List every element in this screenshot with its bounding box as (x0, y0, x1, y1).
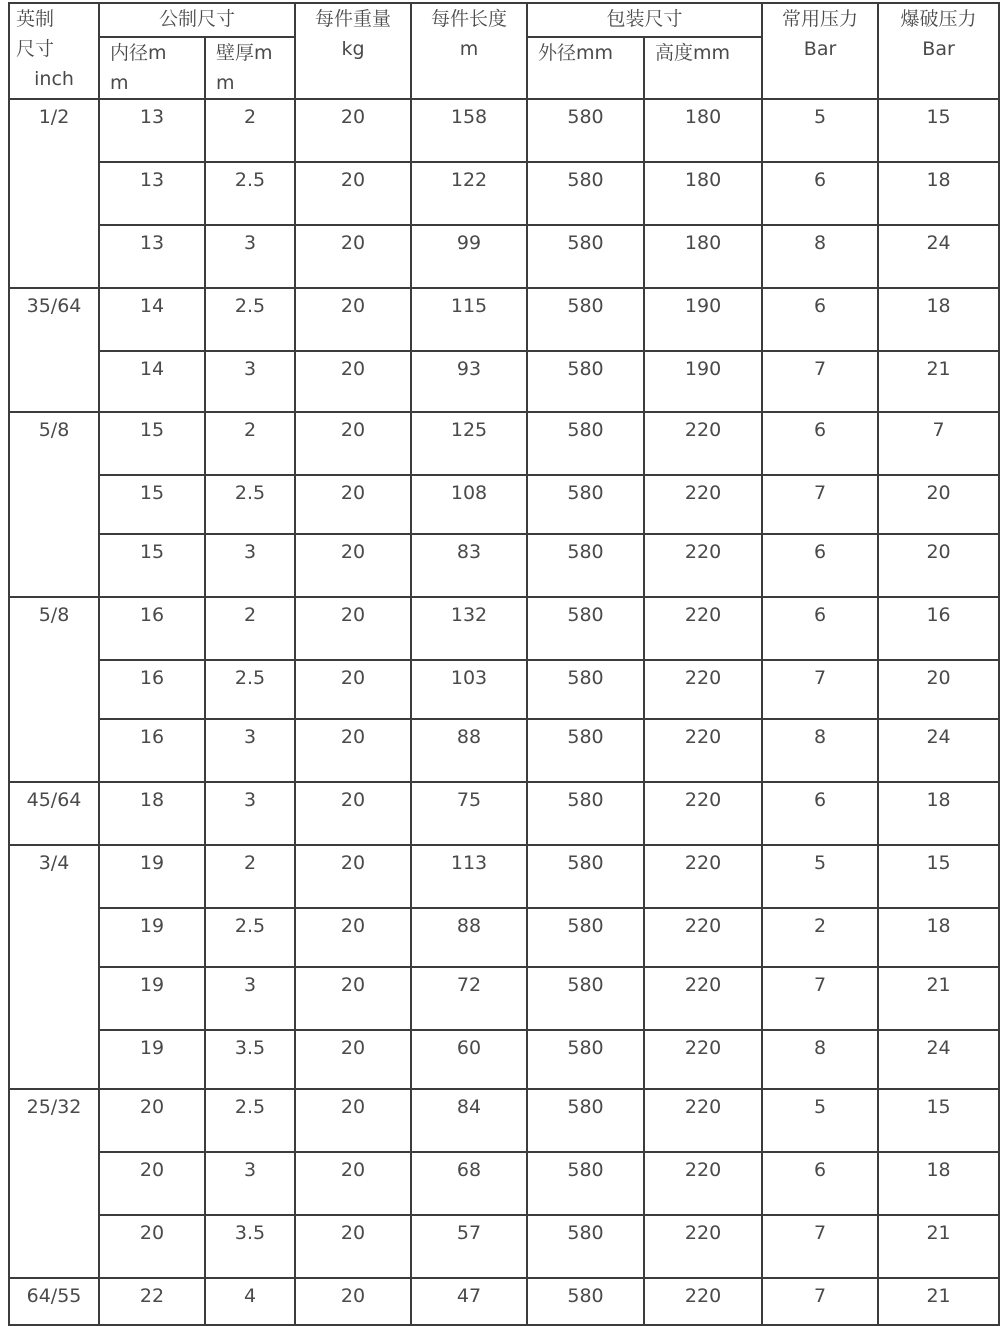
weight-cell: 20 (295, 225, 411, 288)
burst-pressure-cell: 18 (878, 1152, 999, 1215)
wall-thickness-cell: 3 (205, 351, 295, 412)
height-cell: 220 (644, 1278, 762, 1325)
hose-spec-table (8, 2, 1000, 1326)
weight-cell: 20 (295, 351, 411, 412)
header-inner-diameter: 内径m m (99, 37, 205, 99)
header-metric-size: 公制尺寸 (99, 3, 295, 37)
wall-thickness-cell: 3 (205, 534, 295, 597)
height-cell: 220 (644, 412, 762, 475)
height-cell: 220 (644, 534, 762, 597)
height-cell: 190 (644, 288, 762, 351)
outer-diameter-cell: 580 (527, 225, 644, 288)
table-row (9, 908, 999, 967)
wall-thickness-cell: 2 (205, 597, 295, 660)
length-cell: 83 (411, 534, 527, 597)
length-cell: 88 (411, 719, 527, 782)
inner-diameter-cell: 16 (99, 719, 205, 782)
burst-pressure-cell: 20 (878, 475, 999, 534)
outer-diameter-cell: 580 (527, 597, 644, 660)
outer-diameter-cell: 580 (527, 845, 644, 908)
height-cell: 220 (644, 475, 762, 534)
wall-thickness-cell: 3 (205, 1152, 295, 1215)
table-row (9, 597, 999, 660)
weight-cell: 20 (295, 1278, 411, 1325)
working-pressure-cell: 5 (762, 99, 878, 162)
inner-diameter-cell: 13 (99, 99, 205, 162)
wall-thickness-cell: 2 (205, 99, 295, 162)
inner-diameter-cell: 19 (99, 967, 205, 1030)
length-cell: 108 (411, 475, 527, 534)
inner-diameter-cell: 13 (99, 162, 205, 225)
header-length: 每件长度 m (411, 3, 527, 99)
outer-diameter-cell: 580 (527, 1278, 644, 1325)
wall-thickness-cell: 3 (205, 967, 295, 1030)
burst-pressure-cell: 15 (878, 99, 999, 162)
inner-diameter-cell: 15 (99, 475, 205, 534)
weight-cell: 20 (295, 782, 411, 845)
table-row (9, 162, 999, 225)
length-cell: 84 (411, 1089, 527, 1152)
weight-cell: 20 (295, 1152, 411, 1215)
wall-thickness-cell: 2.5 (205, 660, 295, 719)
inner-diameter-cell: 16 (99, 660, 205, 719)
weight-cell: 20 (295, 162, 411, 225)
height-cell: 220 (644, 597, 762, 660)
inner-diameter-cell: 20 (99, 1215, 205, 1278)
outer-diameter-cell: 580 (527, 719, 644, 782)
table-row (9, 782, 999, 845)
inch-size-cell: 1/2 (9, 99, 99, 288)
height-cell: 180 (644, 225, 762, 288)
height-cell: 180 (644, 162, 762, 225)
header-burst-pressure: 爆破压力 Bar (878, 3, 999, 99)
weight-cell: 20 (295, 719, 411, 782)
outer-diameter-cell: 580 (527, 908, 644, 967)
inner-diameter-cell: 14 (99, 288, 205, 351)
burst-pressure-cell: 24 (878, 1030, 999, 1089)
working-pressure-cell: 7 (762, 660, 878, 719)
weight-cell: 20 (295, 1215, 411, 1278)
length-cell: 122 (411, 162, 527, 225)
inch-size-cell: 25/32 (9, 1089, 99, 1278)
wall-thickness-cell: 2.5 (205, 475, 295, 534)
wall-thickness-cell: 3.5 (205, 1215, 295, 1278)
table-row (9, 967, 999, 1030)
wall-thickness-cell: 2.5 (205, 162, 295, 225)
inner-diameter-cell: 19 (99, 1030, 205, 1089)
weight-cell: 20 (295, 288, 411, 351)
inch-size-cell: 5/8 (9, 597, 99, 782)
burst-pressure-cell: 16 (878, 597, 999, 660)
working-pressure-cell: 6 (762, 782, 878, 845)
wall-thickness-cell: 3 (205, 225, 295, 288)
outer-diameter-cell: 580 (527, 1152, 644, 1215)
outer-diameter-cell: 580 (527, 967, 644, 1030)
length-cell: 57 (411, 1215, 527, 1278)
inch-size-cell: 5/8 (9, 412, 99, 597)
inch-size-cell: 3/4 (9, 845, 99, 1089)
working-pressure-cell: 5 (762, 845, 878, 908)
working-pressure-cell: 6 (762, 162, 878, 225)
outer-diameter-cell: 580 (527, 1089, 644, 1152)
length-cell: 125 (411, 412, 527, 475)
outer-diameter-cell: 580 (527, 288, 644, 351)
inner-diameter-cell: 14 (99, 351, 205, 412)
burst-pressure-cell: 21 (878, 1215, 999, 1278)
weight-cell: 20 (295, 597, 411, 660)
weight-cell: 20 (295, 845, 411, 908)
table-row (9, 412, 999, 475)
length-cell: 158 (411, 99, 527, 162)
burst-pressure-cell: 21 (878, 1278, 999, 1325)
table-row (9, 288, 999, 351)
inner-diameter-cell: 20 (99, 1089, 205, 1152)
wall-thickness-cell: 3 (205, 782, 295, 845)
working-pressure-cell: 6 (762, 534, 878, 597)
working-pressure-cell: 7 (762, 1278, 878, 1325)
inner-diameter-cell: 13 (99, 225, 205, 288)
burst-pressure-cell: 21 (878, 967, 999, 1030)
working-pressure-cell: 6 (762, 1152, 878, 1215)
burst-pressure-cell: 18 (878, 782, 999, 845)
burst-pressure-cell: 18 (878, 162, 999, 225)
outer-diameter-cell: 580 (527, 660, 644, 719)
table-row (9, 660, 999, 719)
inner-diameter-cell: 22 (99, 1278, 205, 1325)
table-row (9, 1089, 999, 1152)
header-inch-size: 英制 尺寸 inch (9, 3, 99, 99)
outer-diameter-cell: 580 (527, 534, 644, 597)
inch-size-cell: 35/64 (9, 288, 99, 412)
table-row (9, 534, 999, 597)
height-cell: 220 (644, 719, 762, 782)
burst-pressure-cell: 15 (878, 1089, 999, 1152)
table-row (9, 351, 999, 412)
weight-cell: 20 (295, 534, 411, 597)
height-cell: 220 (644, 1030, 762, 1089)
length-cell: 68 (411, 1152, 527, 1215)
burst-pressure-cell: 15 (878, 845, 999, 908)
length-cell: 75 (411, 782, 527, 845)
wall-thickness-cell: 2 (205, 845, 295, 908)
length-cell: 103 (411, 660, 527, 719)
height-cell: 220 (644, 845, 762, 908)
working-pressure-cell: 5 (762, 1089, 878, 1152)
table-row (9, 845, 999, 908)
table-row (9, 1152, 999, 1215)
weight-cell: 20 (295, 908, 411, 967)
burst-pressure-cell: 18 (878, 908, 999, 967)
burst-pressure-cell: 20 (878, 660, 999, 719)
weight-cell: 20 (295, 99, 411, 162)
burst-pressure-cell: 20 (878, 534, 999, 597)
length-cell: 47 (411, 1278, 527, 1325)
inner-diameter-cell: 15 (99, 534, 205, 597)
inner-diameter-cell: 19 (99, 908, 205, 967)
table-row (9, 1278, 999, 1325)
height-cell: 190 (644, 351, 762, 412)
weight-cell: 20 (295, 967, 411, 1030)
burst-pressure-cell: 24 (878, 719, 999, 782)
working-pressure-cell: 2 (762, 908, 878, 967)
outer-diameter-cell: 580 (527, 782, 644, 845)
weight-cell: 20 (295, 660, 411, 719)
working-pressure-cell: 8 (762, 719, 878, 782)
height-cell: 220 (644, 782, 762, 845)
outer-diameter-cell: 580 (527, 1215, 644, 1278)
inner-diameter-cell: 19 (99, 845, 205, 908)
wall-thickness-cell: 2.5 (205, 1089, 295, 1152)
working-pressure-cell: 7 (762, 351, 878, 412)
working-pressure-cell: 7 (762, 475, 878, 534)
weight-cell: 20 (295, 1089, 411, 1152)
table-row (9, 99, 999, 162)
weight-cell: 20 (295, 412, 411, 475)
wall-thickness-cell: 4 (205, 1278, 295, 1325)
length-cell: 88 (411, 908, 527, 967)
header-weight: 每件重量 kg (295, 3, 411, 99)
table-row (9, 225, 999, 288)
inner-diameter-cell: 20 (99, 1152, 205, 1215)
working-pressure-cell: 7 (762, 1215, 878, 1278)
inch-size-cell: 45/64 (9, 782, 99, 845)
length-cell: 113 (411, 845, 527, 908)
working-pressure-cell: 8 (762, 1030, 878, 1089)
burst-pressure-cell: 7 (878, 412, 999, 475)
weight-cell: 20 (295, 475, 411, 534)
length-cell: 60 (411, 1030, 527, 1089)
table-row (9, 1215, 999, 1278)
working-pressure-cell: 6 (762, 597, 878, 660)
length-cell: 72 (411, 967, 527, 1030)
height-cell: 220 (644, 908, 762, 967)
wall-thickness-cell: 3 (205, 719, 295, 782)
header-working-pressure: 常用压力 Bar (762, 3, 878, 99)
height-cell: 220 (644, 660, 762, 719)
working-pressure-cell: 6 (762, 412, 878, 475)
working-pressure-cell: 7 (762, 967, 878, 1030)
wall-thickness-cell: 3.5 (205, 1030, 295, 1089)
burst-pressure-cell: 24 (878, 225, 999, 288)
inch-size-cell: 64/55 (9, 1278, 99, 1325)
height-cell: 220 (644, 1152, 762, 1215)
length-cell: 115 (411, 288, 527, 351)
table-row (9, 1030, 999, 1089)
inner-diameter-cell: 18 (99, 782, 205, 845)
wall-thickness-cell: 2.5 (205, 908, 295, 967)
outer-diameter-cell: 580 (527, 351, 644, 412)
burst-pressure-cell: 18 (878, 288, 999, 351)
working-pressure-cell: 6 (762, 288, 878, 351)
header-wall-thickness: 壁厚m m (205, 37, 295, 99)
outer-diameter-cell: 580 (527, 162, 644, 225)
outer-diameter-cell: 580 (527, 475, 644, 534)
header-package-size: 包装尺寸 (527, 3, 762, 37)
burst-pressure-cell: 21 (878, 351, 999, 412)
height-cell: 220 (644, 1089, 762, 1152)
length-cell: 93 (411, 351, 527, 412)
header-outer-diameter: 外径mm (527, 37, 644, 99)
height-cell: 220 (644, 1215, 762, 1278)
length-cell: 99 (411, 225, 527, 288)
outer-diameter-cell: 580 (527, 99, 644, 162)
outer-diameter-cell: 580 (527, 412, 644, 475)
outer-diameter-cell: 580 (527, 1030, 644, 1089)
table-row (9, 475, 999, 534)
length-cell: 132 (411, 597, 527, 660)
wall-thickness-cell: 2.5 (205, 288, 295, 351)
height-cell: 220 (644, 967, 762, 1030)
wall-thickness-cell: 2 (205, 412, 295, 475)
header-height: 高度mm (644, 37, 762, 99)
table-row (9, 719, 999, 782)
inner-diameter-cell: 15 (99, 412, 205, 475)
weight-cell: 20 (295, 1030, 411, 1089)
working-pressure-cell: 8 (762, 225, 878, 288)
inner-diameter-cell: 16 (99, 597, 205, 660)
height-cell: 180 (644, 99, 762, 162)
